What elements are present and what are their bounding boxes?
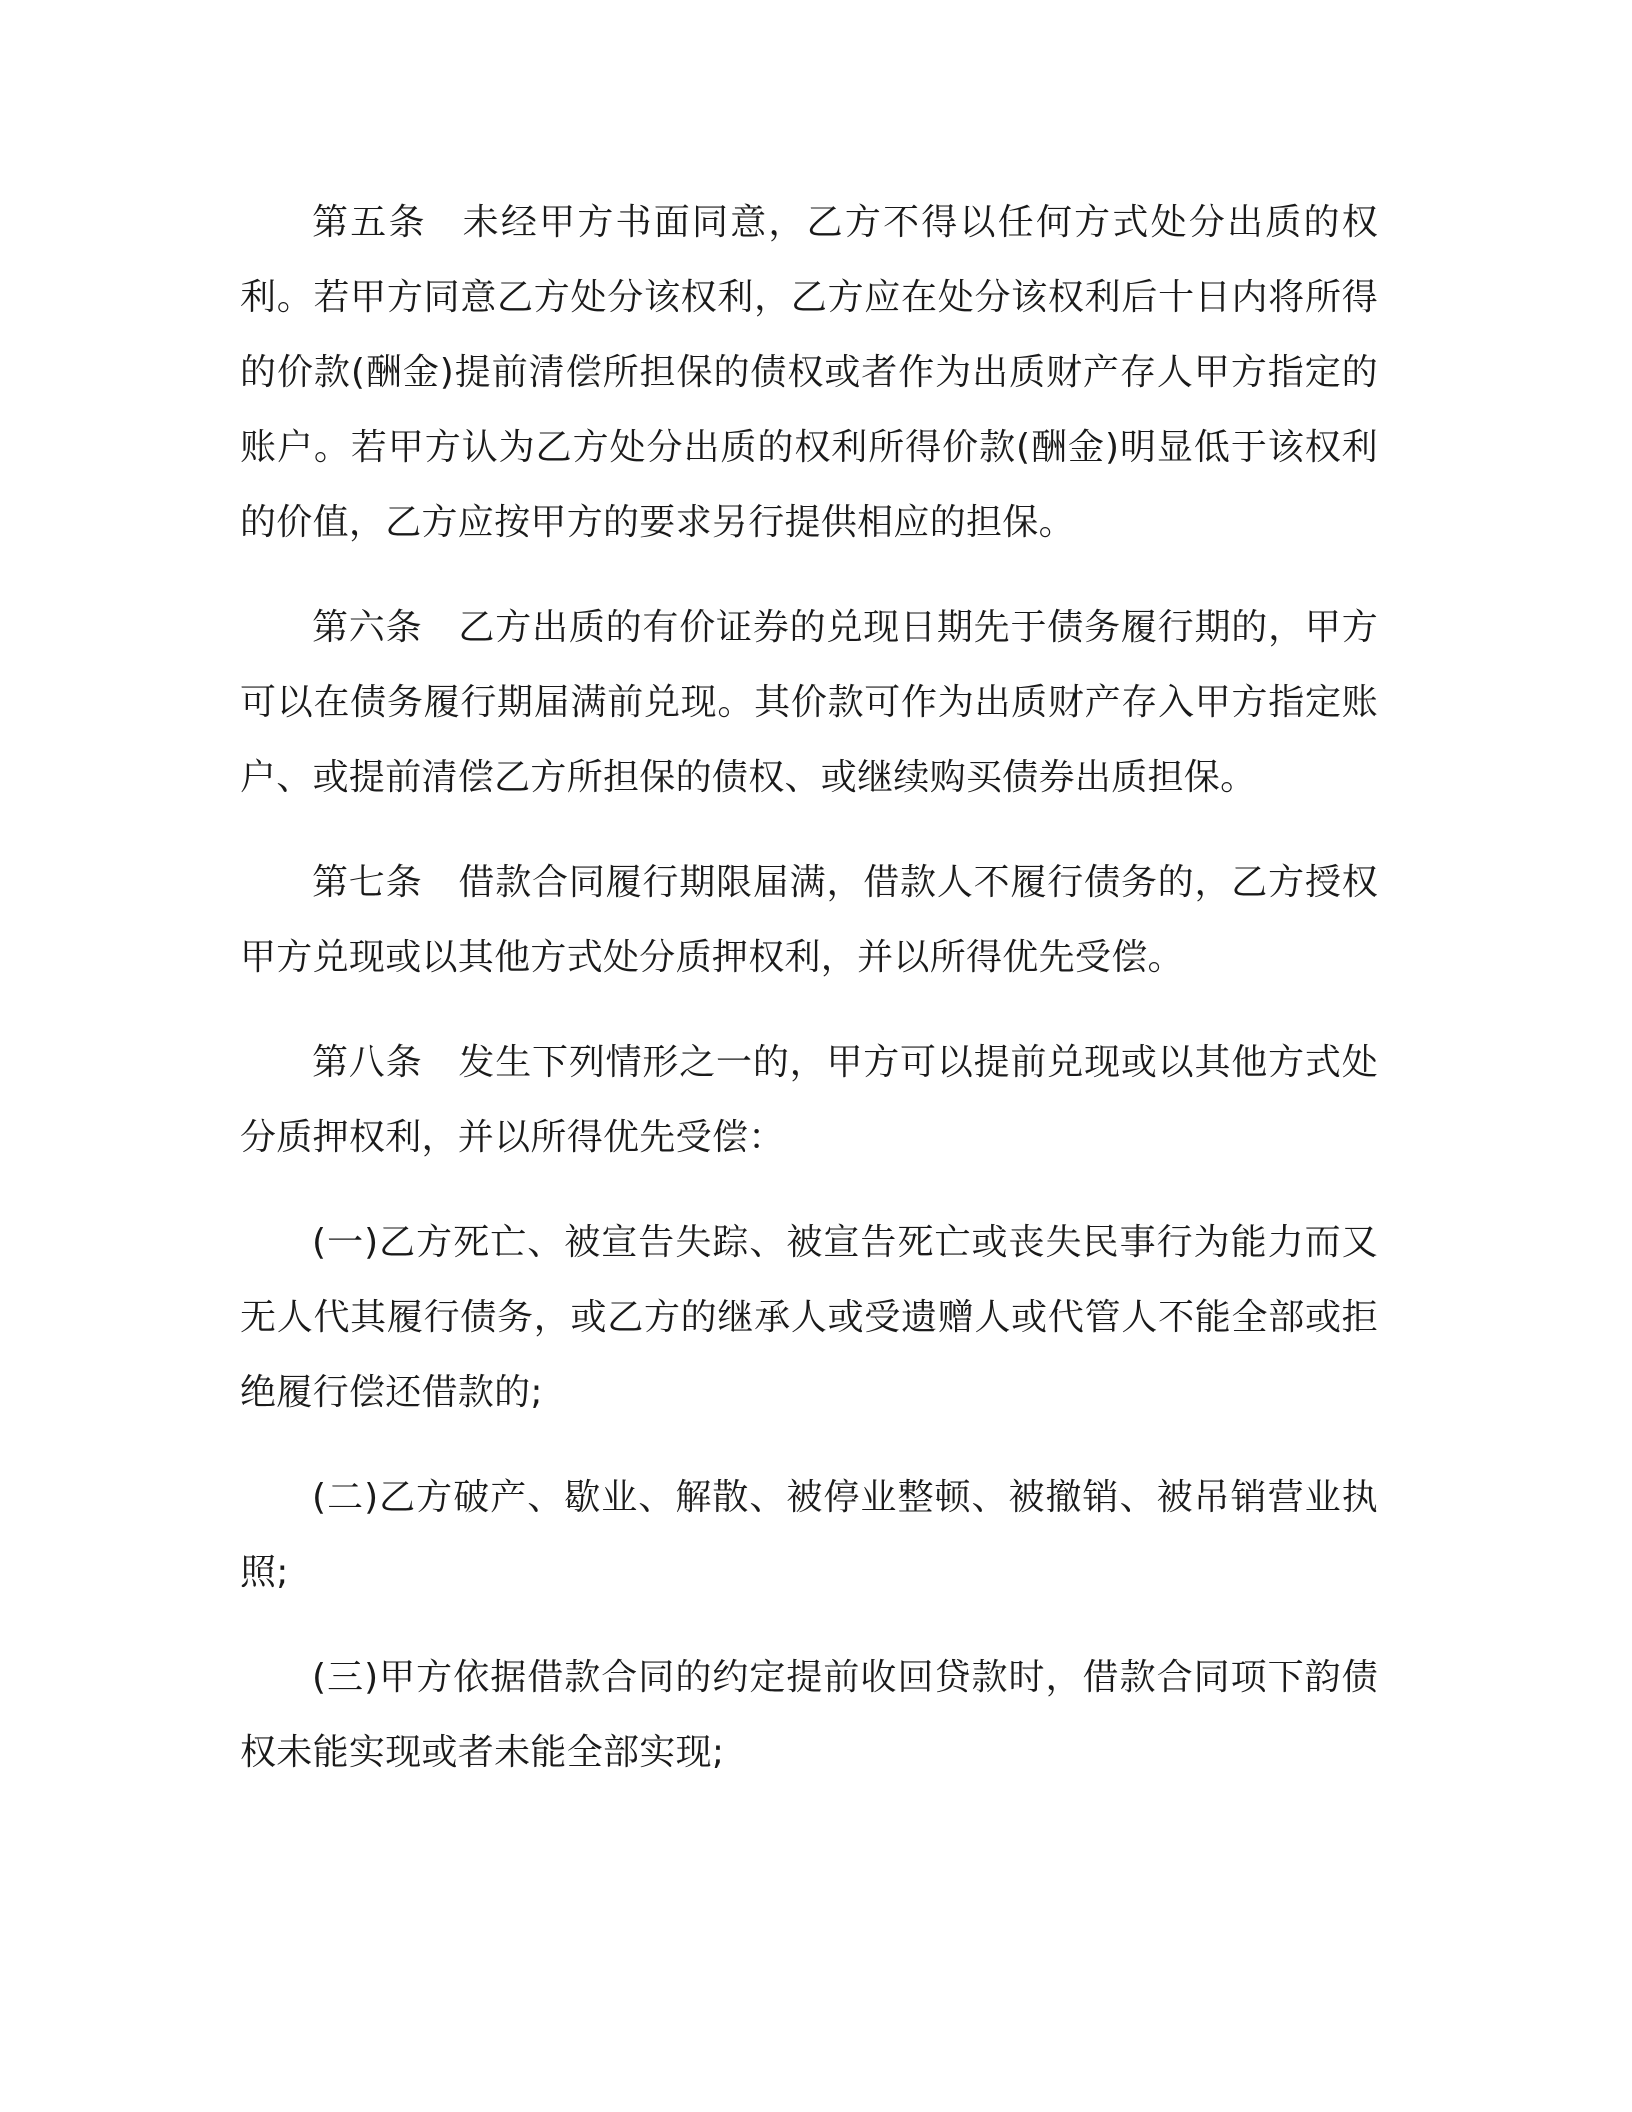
list-item-2: (二)乙方破产、歇业、解散、被停业整顿、被撤销、被吊销营业执照; <box>240 1477 1378 1593</box>
article-6 <box>240 590 1378 815</box>
article-8 <box>240 1025 1378 1175</box>
article-label: 第六条 <box>312 607 423 648</box>
article-label: 第五条 <box>312 202 427 243</box>
article-text: 借款合同履行期限届满，借款人不履行债务的，乙方授权甲方兑现或以其他方式处分质押权利，并以所得优先受偿。 <box>240 862 1378 978</box>
list-item-3: (三)甲方依据借款合同的约定提前收回贷款时，借款合同项下韵债权未能实现或者未能全部实现; <box>240 1657 1378 1773</box>
document-body <box>240 185 1378 1820</box>
article-5 <box>240 185 1378 560</box>
article-label: 第八条 <box>312 1042 423 1083</box>
article-text: 乙方出质的有价证券的兑现日期先于债务履行期的，甲方可以在债务履行期届满前兑现。其价款可作为出质财产存入甲方指定账户、或提前清偿乙方所担保的债权、或继续购买债券出质担保。 <box>240 607 1378 798</box>
article-text: 未经甲方书面同意，乙方不得以任何方式处分出质的权利。若甲方同意乙方处分该权利，乙方应在处分该权利后十日内将所得的价款(酬金)提前清偿所担保的债权或者作为出质财产存人甲方指定的账户。若甲方认为乙方处分出质的权利所得价款(酬金)明显低于该权利的价值，乙方应按甲方的要求另行提供相应的担保。 <box>240 202 1379 543</box>
article-7 <box>240 845 1378 995</box>
article-text: 发生下列情形之一的，甲方可以提前兑现或以其他方式处分质押权利，并以所得优先受偿： <box>240 1042 1378 1158</box>
list-item-1: (一)乙方死亡、被宣告失踪、被宣告死亡或丧失民事行为能力而又无人代其履行债务，或乙方的继承人或受遗赠人或代管人不能全部或拒绝履行偿还借款的; <box>240 1222 1378 1413</box>
article-label: 第七条 <box>312 862 423 903</box>
